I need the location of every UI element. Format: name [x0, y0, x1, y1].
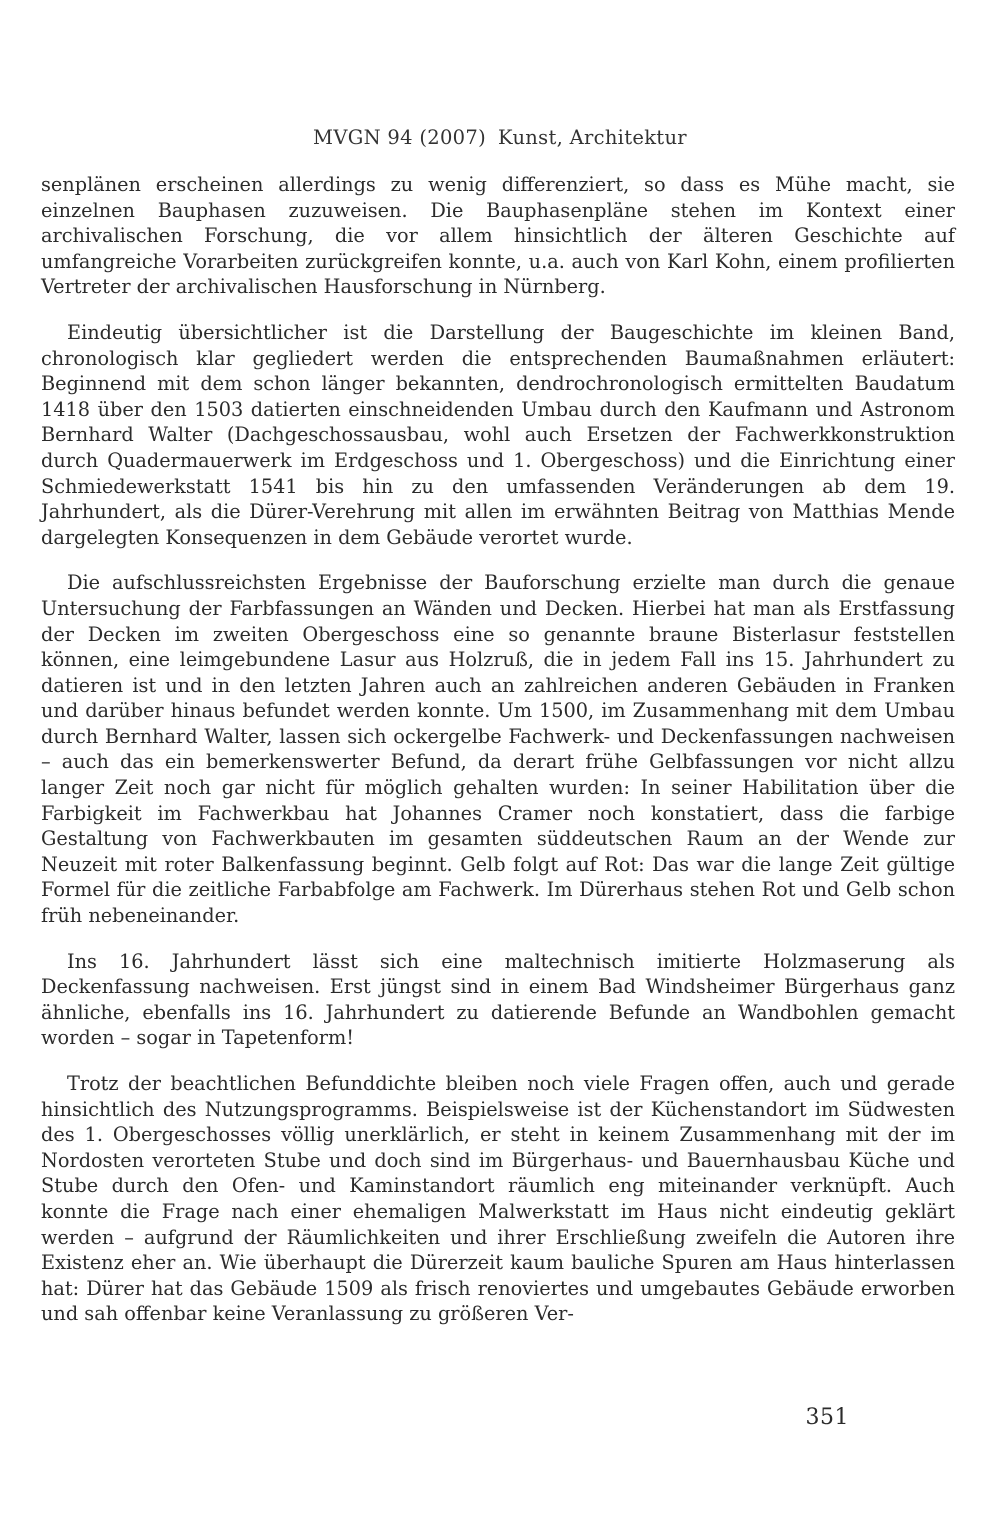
paragraph-3: Die aufschlussreichsten Ergebnisse der Bauforschung erzielte man durch die genaue Untersuchung der Farbfassungen an Wänden und Decken. Hierbei hat man als Erstfassung der Decken im zweiten Obergeschoss eine so genannte braune Bisterlasur feststellen können, eine leimgebundene Lasur aus Holzruß, die in jedem Fall ins 15. Jahrhundert zu datieren ist und in den letzten Jahren auch an zahlreichen anderen Gebäuden in Franken und darüber hinaus befundet werden konnte. Um 1500, im Zusammenhang mit dem Umbau durch Bernhard Walter, lassen sich ockergelbe Fachwerk- und Deckenfassungen nachweisen – auch das ein bemerkenswerter Befund, da derart frühe Gelbfassungen vor nicht allzu langer Zeit noch gar nicht für möglich gehalten wurden: In seiner Habilitation über die Farbigkeit im Fachwerkbau hat Johannes Cramer noch konstatiert, dass die farbige Gestaltung von Fachwerkbauten im gesamten süddeutschen Raum an der Wende zur Neuzeit mit roter Balkenfassung beginnt. Gelb folgt auf Rot: Das war die lange Zeit gültige Formel für die zeitliche Farbabfolge am Fachwerk. Im Dürerhaus stehen Rot und Gelb schon früh nebeneinander.: [41, 571, 955, 928]
section-title: Kunst, Architektur: [498, 126, 687, 149]
body-text: [41, 172, 955, 1347]
paragraph-1: senplänen erscheinen allerdings zu wenig differenziert, so dass es Mühe macht, sie einzelnen Bauphasen zuzuweisen. Die Bauphasenpläne stehen im Kontext einer archivalischen Forschung, die vor allem hinsichtlich der älteren Geschichte auf umfangreiche Vorarbeiten zurückgreifen konnte, u.a. auch von Karl Kohn, einem profilierten Vertreter der archivalischen Hausforschung in Nürnberg.: [41, 173, 955, 299]
paragraph-4: Ins 16. Jahrhundert lässt sich eine maltechnisch imitierte Holzmaserung als Deckenfassung nachweisen. Erst jüngst sind in einem Bad Windsheimer Bürgerhaus ganz ähnliche, ebenfalls ins 16. Jahrhundert zu datierende Befunde an Wandbohlen gemacht worden – sogar in Tapetenform!: [41, 949, 955, 1050]
running-header: [0, 126, 1000, 149]
paragraph-5: Trotz der beachtlichen Befunddichte bleiben noch viele Fragen offen, auch und gerade hinsichtlich des Nutzungsprogramms. Beispielsweise ist der Küchenstandort im Südwesten des 1. Obergeschosses völlig unerklärlich, er steht in keinem Zusammenhang mit der im Nordosten verorteten Stube und doch sind im Bürgerhaus- und Bauernhausbau Küche und Stube durch den Ofen- und Kaminstandort räumlich eng miteinander verknüpft. Auch konnte die Frage nach einer ehemaligen Malwerkstatt im Haus nicht eindeutig geklärt werden – aufgrund der Räumlichkeiten und ihrer Erschließung zweifeln die Autoren ihre Existenz eher an. Wie überhaupt die Dürerzeit kaum bauliche Spuren am Haus hinterlassen hat: Dürer hat das Gebäude 1509 als frisch renoviertes und umgebautes Gebäude erworben und sah offenbar keine Veranlassung zu größeren Ver-: [41, 1072, 955, 1326]
paragraph-2: Eindeutig übersichtlicher ist die Darstellung der Baugeschichte im kleinen Band, chronologisch klar gegliedert werden die entsprechenden Baumaßnahmen erläutert: Beginnend mit dem schon länger bekannten, dendrochronologisch ermittelten Baudatum 1418 über den 1503 datierten einschneidenden Umbau durch den Kaufmann und Astronom Bernhard Walter (Dachgeschossausbau, wohl auch Ersetzen der Fachwerkkonstruktion durch Quadermauerwerk im Erdgeschoss und 1. Obergeschoss) und die Einrichtung einer Schmiedewerkstatt 1541 bis hin zu den umfassenden Veränderungen ab dem 19. Jahrhundert, als die Dürer-Verehrung mit allen im erwähnten Beitrag von Matthias Mende dargelegten Konsequenzen in dem Gebäude verortet wurde.: [41, 320, 955, 549]
journal-reference: MVGN 94 (2007): [313, 126, 486, 149]
page-number: 351: [805, 1405, 849, 1430]
